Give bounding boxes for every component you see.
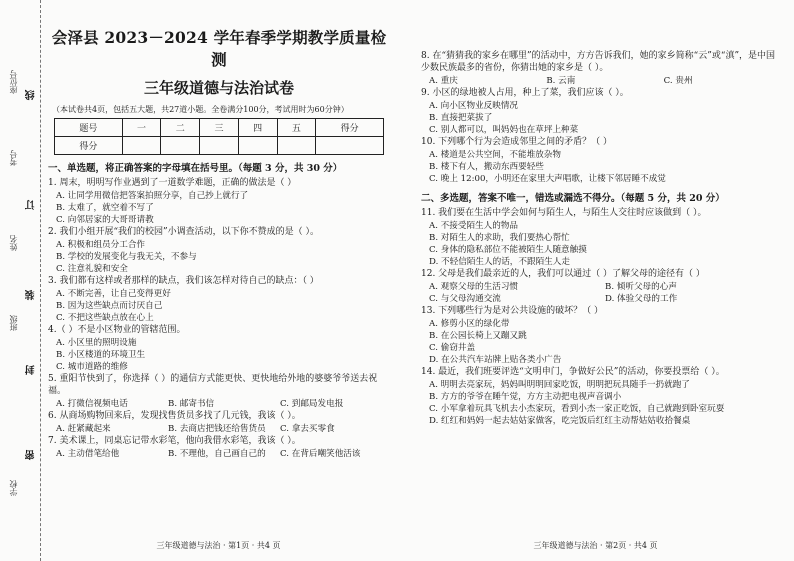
option: B. 对陌生人的求助，我们要热心帮忙	[429, 233, 570, 243]
option-row	[56, 448, 392, 460]
option: B. 去商店把钱还给售货员	[168, 424, 266, 434]
option: B. 直接把菜拔了	[429, 113, 493, 123]
score-cell[interactable]	[161, 137, 200, 155]
option: B. 小区楼道的环境卫生	[56, 350, 146, 360]
option: B. 云南	[546, 76, 576, 86]
option: B. 倾听父母的心声	[605, 282, 677, 292]
score-cell: 一	[122, 119, 161, 137]
option: A. 不断完善，让自己变得更好	[56, 289, 171, 299]
option: C. 到邮局发电报	[280, 399, 344, 409]
option: A. 主动借笔给他	[56, 449, 120, 459]
score-cell: 二	[161, 119, 200, 137]
score-cell: 五	[277, 119, 316, 137]
right-content	[419, 0, 781, 427]
score-cell: 得分	[55, 137, 123, 155]
option-row	[429, 281, 781, 293]
binding-word: 装	[26, 290, 37, 300]
question: 5. 重阳节快到了，你选择（ ）的通信方式能更快、更快地给外地的婆婆爷爷送去祝福。	[48, 374, 378, 396]
exam-title: 会泽县 2023－2024 学年春季学期教学质量检测	[51, 28, 387, 69]
left-content	[46, 0, 392, 460]
score-cell[interactable]	[200, 137, 239, 155]
option-row	[56, 423, 392, 435]
option: C. 别人都可以，叫妈妈也在草坪上种菜	[429, 125, 579, 135]
option: D. 体验父母的工作	[605, 294, 678, 304]
option: A. 赶紧藏起来	[56, 424, 111, 434]
option: D. 在公共汽车站牌上贴各类小广告	[429, 355, 562, 365]
option: B. 楼下有人，搬动东西要轻些	[429, 162, 544, 172]
binding-word: 密	[26, 450, 37, 460]
binding-word: 封	[26, 365, 37, 375]
option: B. 方方的爷爷在睡午觉，方方主动把电视声音调小	[429, 392, 622, 402]
question: 7. 美术课上，同桌忘记带水彩笔，他向我借水彩笔，我该（ ）。	[48, 436, 301, 446]
question: 12. 父母是我们最亲近的人，我们可以通过（ ）了解父母的途径有（ ）	[421, 269, 705, 279]
binding-label-class: 班级	[9, 315, 18, 331]
option: B. 学校的发展变化与我无关，不参与	[56, 252, 197, 262]
page-footer: 三年级道德与法治 · 第2页 · 共4 页	[533, 541, 658, 550]
option-row	[56, 398, 392, 410]
binding-word: 订	[26, 200, 37, 210]
score-cell: 题号	[55, 119, 123, 137]
option: C. 注意礼貌和安全	[56, 264, 128, 274]
right-page	[397, 0, 794, 561]
option: C. 偷窃井盖	[429, 343, 476, 353]
binding-label-school: 学校	[9, 480, 18, 496]
question: 11. 我们要在生活中学会如何与陌生人，与陌生人交往时应该做到（ ）。	[421, 208, 707, 218]
binding-margin	[0, 0, 41, 561]
question: 13. 下列哪些行为是对公共设施的破坏？（ ）	[421, 306, 604, 316]
option: C. 城市道路的维修	[56, 362, 128, 372]
option: B. 不理他，自己画自己的	[168, 449, 266, 459]
option: D. 红红和妈妈一起去姑姑家做客，吃完饭后红红主动帮姑姑收拾餐桌	[429, 416, 691, 426]
binding-word: 线	[26, 90, 37, 100]
option: A. 观察父母的生活习惯	[429, 282, 519, 292]
section-heading: 一、单选题，将正确答案的字母填在括号里。（每题 3 分，共 30 分）	[48, 163, 343, 174]
binding-label-seat: 座位号	[9, 70, 18, 94]
score-cell[interactable]	[238, 137, 277, 155]
option: D. 不轻信陌生人的话，不跟陌生人走	[429, 257, 570, 267]
question: 6. 从商场购物回来后，发现找售货员多找了几元钱，我该（ ）。	[48, 411, 301, 421]
score-cell: 四	[238, 119, 277, 137]
option: C. 小军拿着玩具飞机去小杰家玩，看到小杰一家正吃饭，自己就跑到卧室玩耍	[429, 404, 725, 414]
score-cell: 三	[200, 119, 239, 137]
option: C. 不把这些缺点放在心上	[56, 313, 154, 323]
option: C. 贵州	[663, 76, 693, 86]
question: 10. 下列哪个行为会造成邻里之间的矛盾？（ ）	[421, 137, 613, 147]
score-cell[interactable]	[316, 137, 384, 155]
option: A. 打微信视频电话	[56, 399, 128, 409]
question: 9. 小区的绿地被人占用，种上了菜，我们应该（ ）。	[421, 88, 629, 98]
option: A. 小区里的照明设施	[56, 338, 137, 348]
option: C. 拿去买零食	[280, 424, 335, 434]
option: A. 积极和组员分工合作	[56, 240, 146, 250]
option: A. 向小区物业反映情况	[429, 101, 519, 111]
question: 8. 在“猜猜我的家乡在哪里”的活动中，方方告诉我们，她的家乡简称“云”或“滇”，是中国少数民族最多的省份，你猜出她的家乡是（ ）。	[421, 51, 776, 73]
option: C. 晚上 12:00，小明还在家里大声唱歌，让楼下邻居睡不成觉	[429, 174, 666, 184]
option: B. 太难了，就空着不写了	[56, 203, 154, 213]
option-row	[429, 293, 781, 305]
option: A. 楼道是公共空间，不能堆放杂物	[429, 150, 561, 160]
section-heading: 二、多选题，答案不唯一，错选或漏选不得分。（每题 5 分，共 20 分）	[421, 193, 725, 204]
option: B. 在公园长椅上又蹦又跳	[429, 331, 527, 341]
option: B. 邮寄书信	[168, 399, 215, 409]
option: C. 在背后嘲笑他活该	[280, 449, 361, 459]
option: C. 身体的隐私部位不能被陌生人随意触摸	[429, 245, 587, 255]
option: A. 不接受陌生人的物品	[429, 221, 519, 231]
question: 1. 周末，明明写作业遇到了一道数学难题，正确的做法是（ ）	[48, 178, 297, 188]
option: C. 与父母沟通交流	[429, 294, 501, 304]
question: 3. 我们都有这样或者那样的缺点，我们该怎样对待自己的缺点：（ ）	[48, 276, 319, 286]
option: A. 重庆	[429, 76, 458, 86]
option: A. 修剪小区的绿化带	[429, 319, 510, 329]
score-cell[interactable]	[277, 137, 316, 155]
binding-label-name: 姓名	[9, 235, 18, 251]
question: 2. 我们小组开展“我们的校园”小调查活动，以下你不赞成的是（ ）。	[48, 227, 320, 237]
exam-note: （本试卷共4页，包括五大题，共27道小题。全卷满分100分，考试用时为60分钟）	[52, 105, 349, 114]
option: A. 让同学用微信把答案拍照分享，自己抄上就行了	[56, 191, 249, 201]
score-table	[54, 118, 384, 155]
exam-subtitle: 三年级道德与法治试卷	[143, 79, 294, 97]
score-cell[interactable]	[122, 137, 161, 155]
binding-label-exam-no: 考号	[9, 150, 18, 166]
score-table-row	[55, 137, 384, 155]
question: 14. 最近，我们班要评选“文明申门，争做好公民”的活动，你要投票给（ ）。	[421, 367, 725, 377]
option-row	[429, 75, 781, 87]
option: C. 向邻居家的大哥哥请教	[56, 215, 154, 225]
score-table-header-row	[55, 119, 384, 137]
option: B. 因为这些缺点而讨厌自己	[56, 301, 163, 311]
page-footer: 三年级道德与法治 · 第1页 · 共4 页	[156, 541, 281, 550]
option: A. 明明去亮家玩，妈妈叫明明回家吃饭，明明把玩具随手一扔就跑了	[429, 380, 690, 390]
score-cell: 得分	[316, 119, 384, 137]
question: 4.（ ）不是小区物业的管辖范围。	[48, 325, 186, 335]
